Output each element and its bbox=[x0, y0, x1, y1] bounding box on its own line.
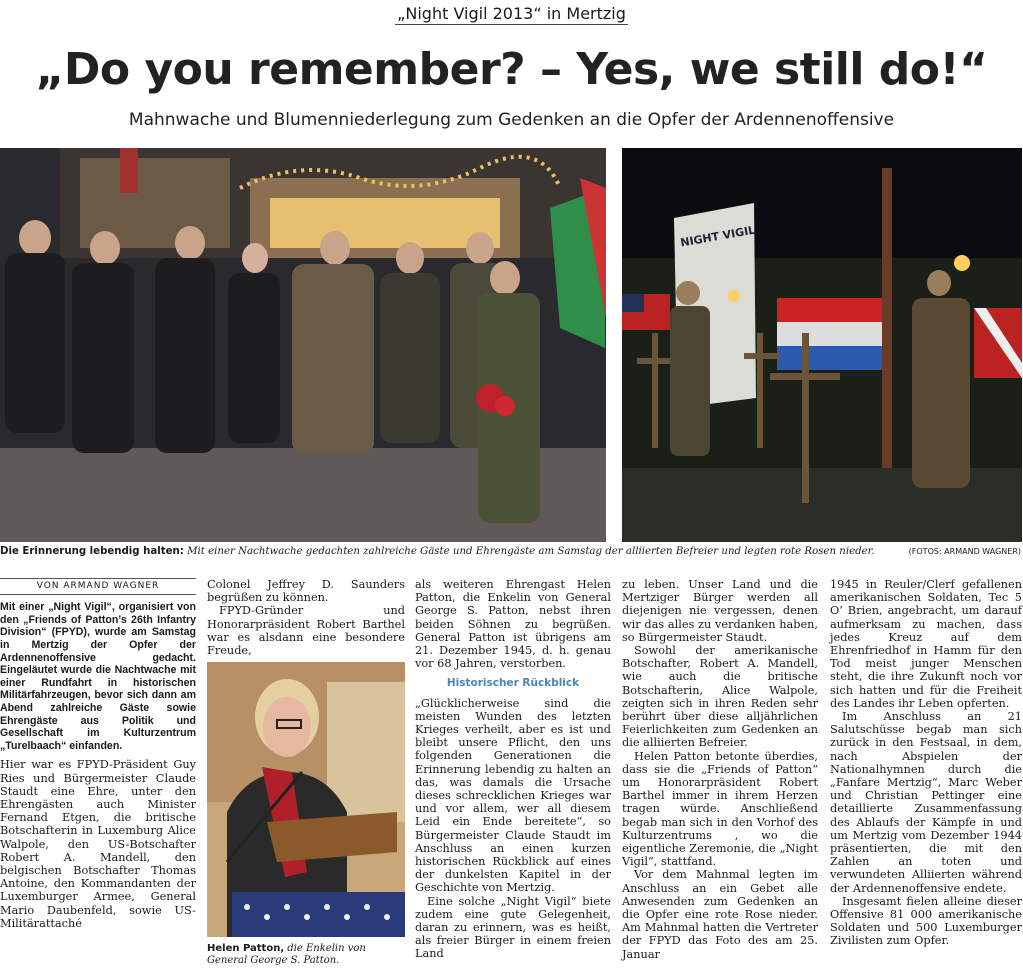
paragraph: Hier war es FPYD-Präsident Guy Ries und Bürgermeister Claude Staudt eine Ehre, unter den Ehrengästen auch Minister Fernand Etgen, die britische Botschafterin in Luxemburg Alice Walpole, den US-Botschafter Robert A. Mandell, den belgischen Botschafter Thomas Antoine, den Kommandanten der Luxemburger Armee, General Mario Daubenfeld, sowie US-Militärattaché bbox=[0, 758, 196, 930]
subheadline: Mahnwache und Blumenniederlegung zum Gedenken an die Opfer der Ardennenoffensive bbox=[128, 110, 895, 130]
photo-caption bbox=[0, 546, 1023, 558]
speaker-photo-illustration bbox=[207, 662, 405, 937]
byline: VON ARMAND WAGNER bbox=[0, 578, 196, 595]
night-vigil-banner: NIGHT VIGIL bbox=[679, 223, 757, 250]
caption-bold: Die Erinnerung lebendig halten: bbox=[0, 546, 184, 557]
memorial-photo-illustration bbox=[622, 148, 1022, 542]
article-column-3 bbox=[415, 578, 611, 961]
photo-credit: (FOTOS: ARMAND WAGNER) bbox=[908, 547, 1021, 556]
speaker-caption-text: die Enkelin von General George S. Patton. bbox=[207, 943, 366, 966]
article-column-2 bbox=[207, 578, 405, 657]
helen-patton-photo bbox=[207, 662, 405, 937]
paragraph: „Glücklicherweise sind die meisten Wunden des letzten Krieges verheilt, aber es ist und bleibt unsere Pflicht, den uns folgenden Generationen die Erinnerung lebendig zu halten an das, was damals die Ursache dieses schrecklichen Krieges war und vor allem, wer all diesem Leid ein Ende bereitete“, so Bürgermeister Claude Staudt im Anschluss an einen kurzen historischen Rückblick auf eines der dunkelsten Kapitel in der Geschichte von Mertzig. bbox=[415, 696, 611, 895]
paragraph: Vor dem Mahnmal legten im Anschluss an ein Gebet alle Anwesenden zum Gedenken an die Opfer eine rote Rose nieder. Am Mahnmal hatten die Vertreter der FPYD das Foto des am 25. Januar bbox=[622, 868, 818, 961]
kicker bbox=[0, 4, 1023, 23]
paragraph: zu leben. Unser Land und die Mertziger Bürger werden all diejenigen nie vergessen, denen wir das alles zu verdanken haben, so Bürgermeister Staudt. bbox=[622, 578, 818, 644]
paragraph: Im Anschluss an 21 Salutschüsse begab man sich zurück in den Festsaal, in dem, nach Abspielen der Nationalhymnen durch die „Fanfare Mertzig“, Marc Weber und Christian Pettinger eine detaillierte Zusammenfassung des Ablaufs der Kämpfe in und um Mertzig vom Dezember 1944 präsentierten, die mit den Zahlen an toten und verwundeten Alliierten während der Ardennenoffensive endete. bbox=[830, 710, 1022, 895]
paragraph: Eine solche „Night Vigil“ biete zudem eine gute Gelegenheit, daran zu erinnern, was es heißt, als freier Bürger in einem freien Land bbox=[415, 894, 611, 961]
paragraph: Insgesamt fielen alleine dieser Offensive 81 000 amerikanische Soldaten und 500 Luxemburger Zivilisten zum Opfer. bbox=[830, 894, 1022, 948]
section-heading: Historischer Rückblick bbox=[446, 677, 580, 690]
headline: „Do you remember? – Yes, we still do!“ bbox=[35, 44, 988, 95]
paragraph: 1945 in Reuler/Clerf gefallenen amerikanischen Soldaten, Tec 5 O’ Brien, angebracht, um darauf aufmerksam zu machen, dass jedes Kreuz auf dem Ehrenfriedhof in Hamm für den Tod meist junger Menschen steht, die ihre Zukunft noch vor sich hatten und für die Freiheit des Landes ihr Leben opferten. bbox=[830, 578, 1022, 710]
crowd-photo bbox=[0, 148, 606, 542]
speaker-photo-caption bbox=[207, 943, 405, 967]
paragraph: Helen Patton betonte überdies, dass sie die „Friends of Patton“ um Honorarpräsident Robert Barthel immer in ihrem Herzen tragen würde. Anschließend begab man sich in den Vorhof des Kulturzentrums , wo die eigentliche Zeremonie, die „Night Vigil“, stattfand. bbox=[622, 749, 818, 869]
caption-text: Mit einer Nachtwache gedachten zahlreiche Gäste und Ehrengäste am Samstag der alliierten Befreier und legten rote Rosen nieder. bbox=[183, 546, 875, 557]
article-column-4 bbox=[622, 578, 818, 961]
speaker-caption-bold: Helen Patton, bbox=[207, 943, 285, 954]
kicker-text: „Night Vigil 2013“ in Mertzig bbox=[397, 4, 626, 23]
article-column-5 bbox=[830, 578, 1022, 948]
paragraph: als weiteren Ehrengast Helen Patton, die Enkelin von General George S. Patton, nebst ihren beiden Söhnen zu begrüßen. General Patton ist übrigens am 21. Dezember 1945, d. h. genau vor 68 Jahren, verstorben. bbox=[415, 578, 611, 671]
crowd-photo-illustration bbox=[0, 148, 606, 542]
paragraph: Sowohl der amerikanische Botschafter, Robert A. Mandell, wie auch die britische Botschafterin, Alice Walpole, zeigten sich in ihren Reden sehr berührt über diese alljährlichen Feierlichkeiten zum Gedenken an die alliierten Befreier. bbox=[622, 644, 818, 750]
paragraph: Colonel Jeffrey D. Saunders begrüßen zu können. bbox=[207, 578, 405, 605]
article-column-1 bbox=[0, 578, 196, 930]
memorial-photo bbox=[622, 148, 1022, 542]
paragraph: FPYD-Gründer und Honorarpräsident Robert Barthel war es alsdann eine besondere Freude, bbox=[207, 604, 405, 658]
lead-paragraph: Mit einer „Night Vigil“, organisiert von den „Friends of Patton’s 26th Infantry Division“ (FPYD), wurde am Samstag in Mertzig der Opfer der Ardennenoffensive gedacht. Eingeläutet wurde die Nachtwache mit einer Rundfahrt in historischen Militärfahrzeugen, bevor sich dann am Abend zahlreiche Gäste sowie Ehrengäste aus Politik und Gesellschaft im Kulturzentrum „Turelbaach“ einfanden. bbox=[0, 601, 196, 752]
